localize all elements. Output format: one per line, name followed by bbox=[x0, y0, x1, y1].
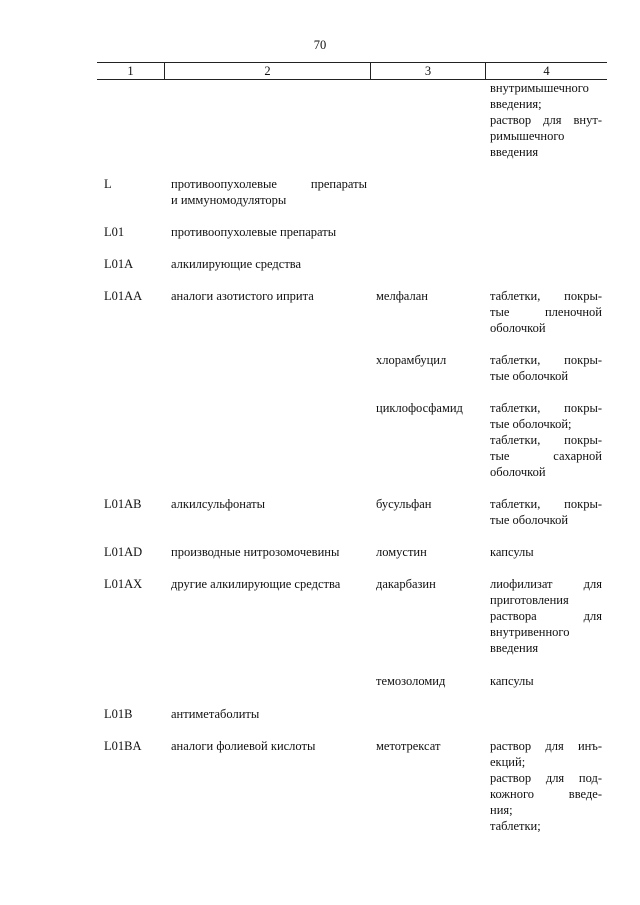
text-line: внутримышечного bbox=[490, 81, 589, 95]
dosage-form-cell bbox=[490, 80, 602, 160]
text-line: другие алкилирующие средства bbox=[171, 577, 341, 591]
atc-code: L01AX bbox=[104, 577, 143, 591]
atc-code: L01AA bbox=[104, 289, 143, 303]
text-line: алкилирующие средства bbox=[171, 257, 302, 271]
group-name bbox=[171, 496, 367, 512]
text-line: таблетки, покры- bbox=[490, 433, 602, 447]
text-line: приготовления bbox=[490, 593, 569, 607]
drug-name: темозоломид bbox=[376, 674, 446, 688]
text-line: тые оболочкой bbox=[490, 513, 569, 527]
text-line: ния; bbox=[490, 803, 513, 817]
text-line: введения bbox=[490, 145, 539, 159]
atc-code: L01AD bbox=[104, 545, 143, 559]
drug-name: циклофосфамид bbox=[376, 401, 463, 415]
group-name bbox=[171, 224, 367, 240]
drug-name: хлорамбуцил bbox=[376, 353, 447, 367]
text-line: оболочкой bbox=[490, 465, 546, 479]
text-line: внутривенного bbox=[490, 625, 570, 639]
text-line: раствор для под- bbox=[490, 771, 602, 785]
group-name bbox=[171, 738, 367, 754]
atc-code: L01B bbox=[104, 707, 133, 721]
table-header bbox=[97, 62, 607, 80]
atc-code: L01 bbox=[104, 225, 125, 239]
text-line: таблетки; bbox=[490, 819, 541, 833]
page-number: 70 bbox=[313, 38, 327, 52]
text-line: тые оболочкой; bbox=[490, 417, 572, 431]
drug-name: бусульфан bbox=[376, 497, 432, 511]
group-name bbox=[171, 256, 367, 272]
text-line: антиметаболиты bbox=[171, 707, 260, 721]
text-line: тые оболочкой bbox=[490, 369, 569, 383]
header-col-1: 1 bbox=[127, 64, 134, 78]
text-line: алкилсульфонаты bbox=[171, 497, 266, 511]
dosage-form-cell bbox=[490, 576, 602, 656]
dosage-form-cell bbox=[490, 288, 602, 336]
text-line: производные нитрозомочевины bbox=[171, 545, 340, 559]
atc-code: L01AB bbox=[104, 497, 142, 511]
text-line: противоопухолевые препараты bbox=[171, 225, 337, 239]
drug-name: метотрексат bbox=[376, 739, 441, 753]
text-line: противоопухолевые препараты bbox=[171, 177, 367, 191]
text-line: таблетки, покры- bbox=[490, 497, 602, 511]
drug-name: ломустин bbox=[376, 545, 427, 559]
drug-name: дакарбазин bbox=[376, 577, 436, 591]
header-col-3: 3 bbox=[370, 63, 485, 79]
header-col-2: 2 bbox=[164, 63, 370, 79]
text-line: тые сахарной bbox=[490, 449, 602, 463]
text-line: введения; bbox=[490, 97, 542, 111]
dosage-form-cell bbox=[490, 496, 602, 528]
dosage-form-cell bbox=[490, 673, 602, 689]
atc-code: L01A bbox=[104, 257, 134, 271]
group-name bbox=[171, 576, 367, 592]
text-line: введения bbox=[490, 641, 539, 655]
atc-code: L bbox=[104, 177, 112, 191]
group-name bbox=[171, 706, 367, 722]
group-name bbox=[171, 176, 367, 208]
text-line: раствор для инъ- bbox=[490, 739, 602, 753]
text-line: римышечного bbox=[490, 129, 565, 143]
text-line: оболочкой bbox=[490, 321, 546, 335]
dosage-form-cell bbox=[490, 352, 602, 384]
group-name bbox=[171, 288, 367, 304]
dosage-form-cell bbox=[490, 400, 602, 480]
text-line: раствора для bbox=[490, 609, 602, 623]
header-col-4: 4 bbox=[485, 63, 607, 79]
text-line: аналоги азотистого иприта bbox=[171, 289, 314, 303]
text-line: капсулы bbox=[490, 545, 534, 559]
dosage-form-cell bbox=[490, 544, 602, 560]
text-line: аналоги фолиевой кислоты bbox=[171, 739, 316, 753]
drug-name: мелфалан bbox=[376, 289, 428, 303]
text-line: и иммуномодуляторы bbox=[171, 193, 287, 207]
text-line: раствор для внут- bbox=[490, 113, 602, 127]
text-line: тые пленочной bbox=[490, 305, 602, 319]
dosage-form-cell bbox=[490, 738, 602, 834]
text-line: таблетки, покры- bbox=[490, 401, 602, 415]
text-line: таблетки, покры- bbox=[490, 289, 602, 303]
text-line: таблетки, покры- bbox=[490, 353, 602, 367]
text-line: лиофилизат для bbox=[490, 577, 602, 591]
text-line: екций; bbox=[490, 755, 526, 769]
text-line: капсулы bbox=[490, 674, 534, 688]
text-line: кожного введе- bbox=[490, 787, 602, 801]
group-name bbox=[171, 544, 367, 560]
atc-code: L01BA bbox=[104, 739, 142, 753]
